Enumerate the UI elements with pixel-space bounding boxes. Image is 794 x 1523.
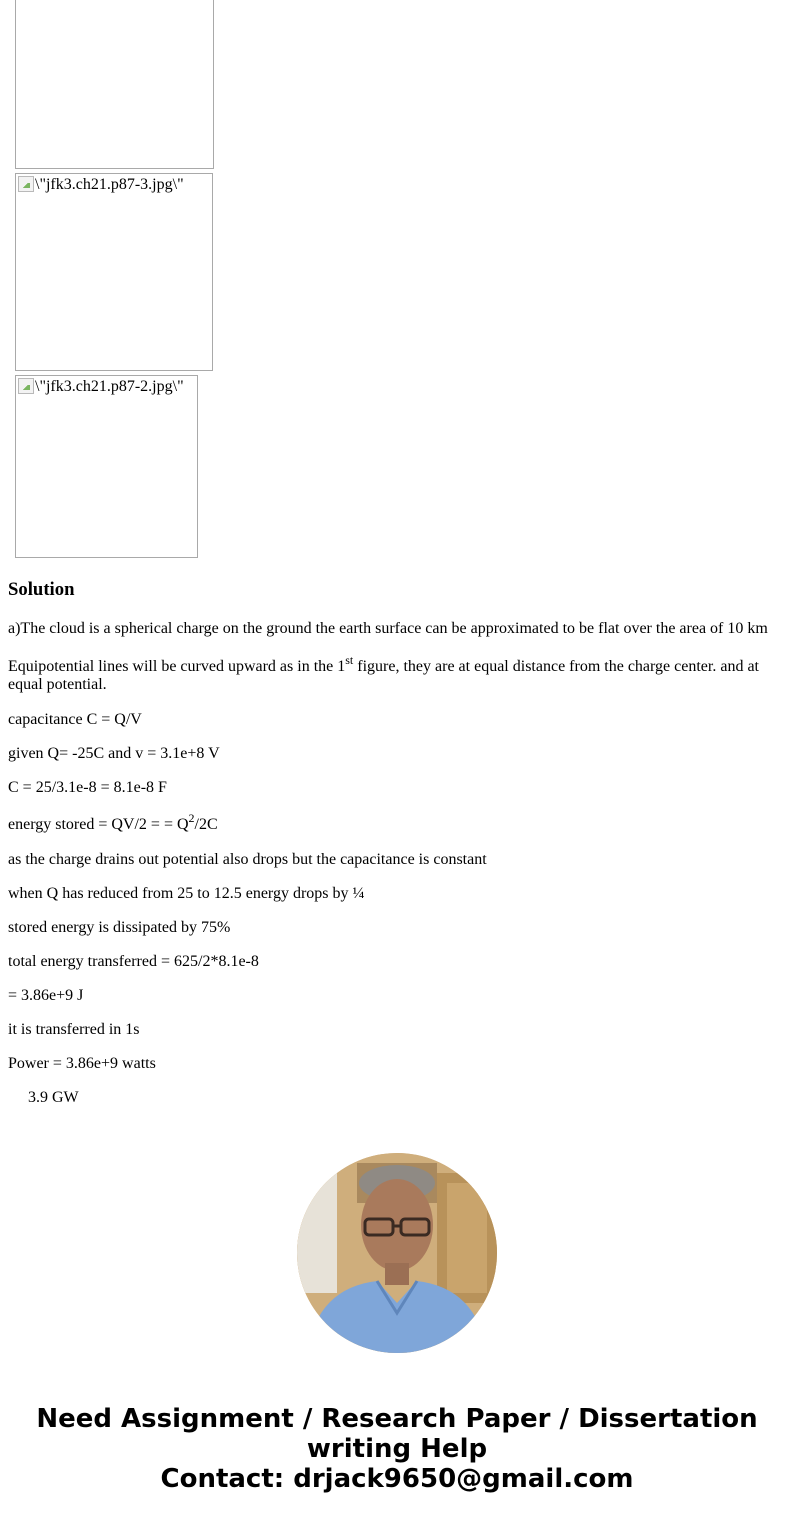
broken-image-icon: [18, 176, 34, 192]
image-alt-text: \"jfk3.ch21.p87-3.jpg\": [35, 176, 184, 193]
solution-line-time: it is transferred in 1s: [8, 1021, 140, 1038]
figure-image-2: [15, 173, 213, 371]
solution-line-a: a)The cloud is a spherical charge on the ground the earth surface can be approximated to be flat over the area of 10 km: [8, 620, 768, 637]
promo-line-2: writing Help: [306, 1434, 488, 1464]
solution-line-equals: = 3.86e+9 J: [8, 987, 84, 1004]
solution-line-drain: as the charge drains out potential also drops but the capacitance is constant: [8, 851, 487, 868]
promo-line-1: Need Assignment / Research Paper / Dissertation: [36, 1404, 758, 1434]
author-avatar: [297, 1153, 497, 1353]
solution-line-total: total energy transferred = 625/2*8.1e-8: [8, 953, 259, 970]
solution-heading: Solution: [8, 579, 75, 600]
solution-line-c-value: C = 25/3.1e-8 = 8.1e-8 F: [8, 779, 167, 796]
solution-line-gw: 3.9 GW: [28, 1089, 79, 1106]
solution-line-dissipated: stored energy is dissipated by 75%: [8, 919, 231, 936]
person-portrait-icon: [297, 1153, 497, 1353]
broken-image-icon: [18, 378, 34, 394]
solution-line-reduced: when Q has reduced from 25 to 12.5 energy drops by ¼: [8, 885, 365, 902]
solution-line-capacitance: capacitance C = Q/V: [8, 711, 142, 728]
solution-line-equipotential: Equipotential lines will be curved upward as in the 1st figure, they are at equal distance from the charge center. and at equal potential.: [8, 652, 759, 693]
figure-image-1: [15, 0, 214, 169]
figure-image-3: [15, 375, 198, 558]
solution-line-power: Power = 3.86e+9 watts: [8, 1055, 156, 1072]
solution-line-given: given Q= -25C and v = 3.1e+8 V: [8, 745, 220, 762]
image-alt-text: \"jfk3.ch21.p87-2.jpg\": [35, 378, 184, 395]
solution-line-energy: energy stored = QV/2 = = $Q^2/2C$: [8, 810, 218, 833]
promo-contact[interactable]: Contact: drjack9650@gmail.com: [160, 1464, 634, 1494]
